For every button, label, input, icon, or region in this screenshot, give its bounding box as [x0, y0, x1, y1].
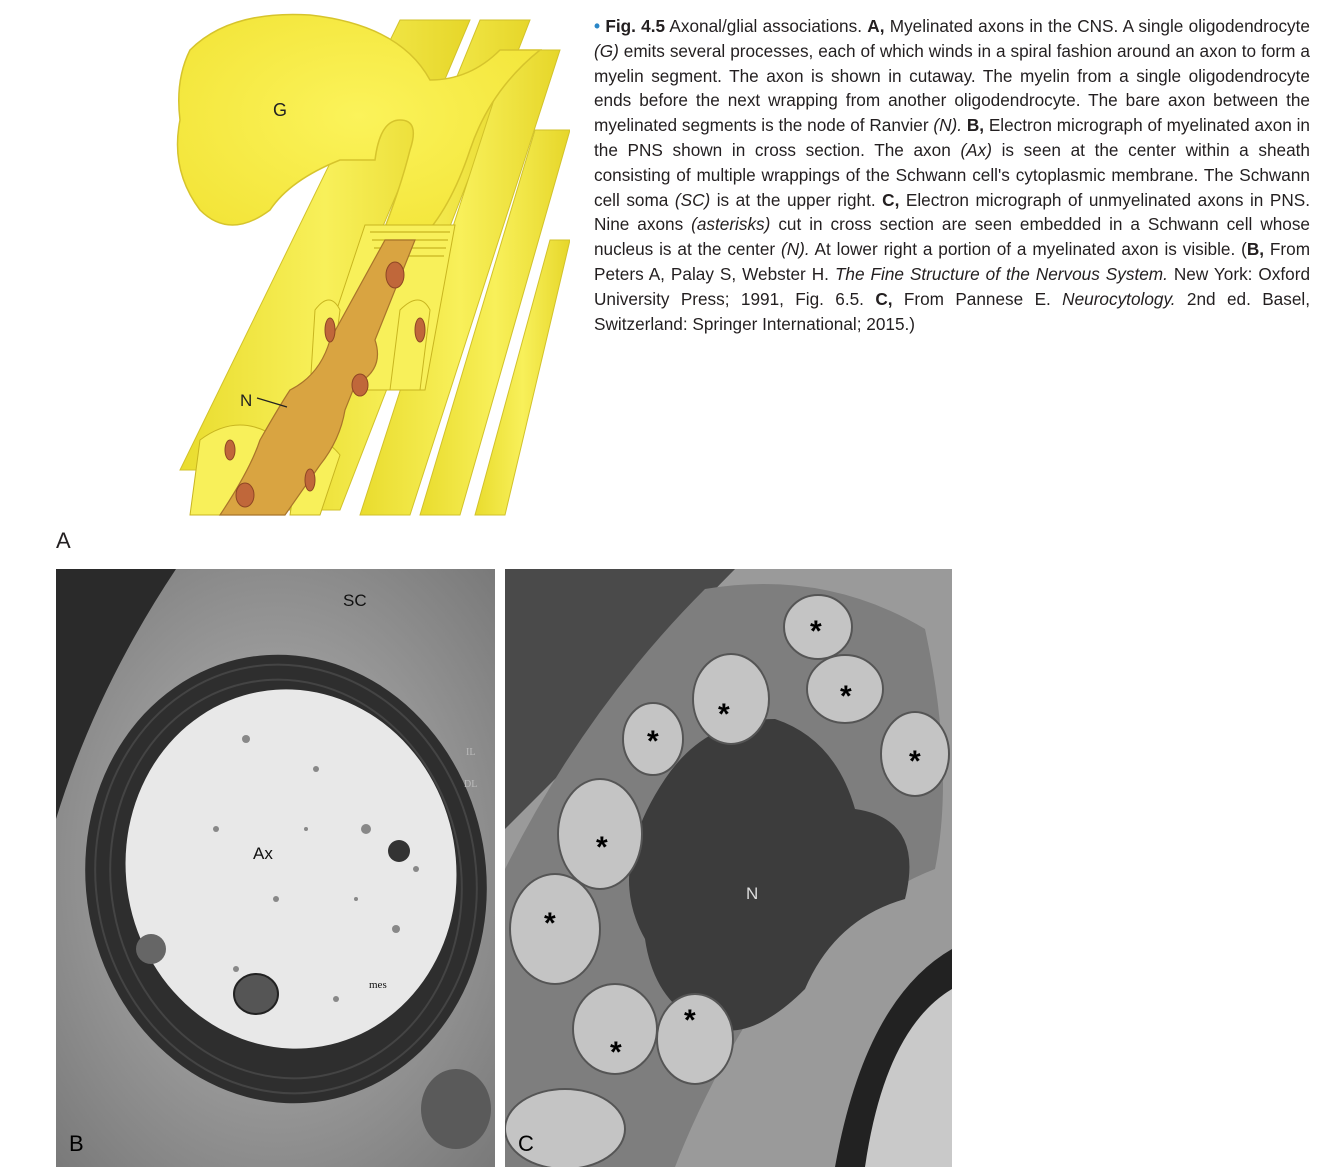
caption-segment: Axonal/glial associations. — [665, 16, 868, 36]
caption-segment: cut in cross section are seen embedded in a Schwann cell whose nucleus is at the center — [594, 214, 1310, 260]
oligodendrocyte-diagram — [170, 10, 570, 520]
caption-segment: A, — [867, 16, 885, 36]
caption-segment: The Fine Structure of the Nervous System. — [834, 263, 1168, 284]
asterisk-7: * — [544, 907, 556, 940]
caption-segment: B, — [1246, 239, 1265, 260]
caption-segment: (G) — [594, 40, 619, 61]
caption-segment: New York: Oxford University Press; 1991, Fig. 6.5. — [594, 263, 1311, 309]
caption-figure-number: Fig. 4.5 — [605, 16, 666, 36]
caption-bullet: • — [594, 16, 601, 36]
panel-a-label: A — [56, 528, 71, 553]
caption-segment: (N). — [780, 239, 810, 260]
caption-segment: (asterisks) — [691, 214, 771, 235]
caption-segment: Myelinated axons in the CNS. A single oligodendrocyte — [884, 16, 1310, 36]
caption-segment: (Ax) — [960, 139, 992, 160]
caption-segment: emits several processes, each of which winds in a spiral fashion around an axon to form a myelin segment. The axon is shown in cutaway. The myelin from a single oligodendrocyte ends before the next wrapping from another oligodendrocyte. The bare axon between the myelinated segments is the node of Ranvier — [594, 40, 1310, 136]
caption-segment: is seen at the center within a sheath consisting of multiple wrappings of the Schwann cell's cytoplasmic membrane. The Schwann cell soma — [594, 139, 1310, 210]
caption-segment: Electron micrograph of myelinated axon in the PNS shown in cross section. The axon — [594, 115, 1310, 160]
asterisk-1: * — [810, 615, 822, 648]
figure-caption — [594, 14, 1310, 336]
unmyelinated-axons-micrograph — [505, 569, 952, 1167]
label-n-nucleus: N — [746, 884, 759, 903]
label-g: G — [273, 100, 288, 120]
panel-a-illustration — [170, 10, 570, 520]
asterisk-2: * — [840, 680, 852, 713]
caption-segment: From Pannese E. — [892, 288, 1063, 309]
panel-b-label: B — [69, 1131, 84, 1156]
label-il: IL — [466, 747, 476, 758]
caption-segment: 2nd ed. Basel, Switzerland: Springer International; 2015.) — [594, 288, 1310, 334]
panel-b-micrograph — [56, 569, 495, 1167]
caption-segment: is at the upper right. — [710, 189, 883, 210]
caption-segment: (SC) — [674, 189, 711, 210]
asterisk-3: * — [909, 745, 921, 778]
asterisk-8: * — [684, 1004, 696, 1037]
caption-segment: Neurocytology. — [1062, 288, 1176, 309]
caption-segment: B, — [966, 115, 985, 136]
label-mes: mes — [369, 979, 387, 991]
panel-c-label: C — [518, 1131, 534, 1156]
label-n: N — [240, 391, 253, 410]
myelinated-axon-micrograph — [56, 569, 495, 1167]
label-ax: Ax — [253, 844, 273, 863]
asterisk-4: * — [718, 698, 730, 731]
asterisk-6: * — [596, 831, 608, 864]
mitochondrion — [234, 974, 278, 1014]
label-dl: DL — [464, 779, 478, 790]
caption-segment: Electron micrograph of unmyelinated axons in PNS. Nine axons — [594, 189, 1310, 235]
panel-c-micrograph — [505, 569, 952, 1167]
caption-segment: C, — [882, 189, 900, 210]
caption-segment: C, — [875, 288, 893, 309]
asterisk-9: * — [610, 1036, 622, 1069]
asterisk-5: * — [647, 725, 659, 758]
caption-segment: (N). — [933, 115, 963, 136]
caption-segment: At lower right a portion of a myelinated axon is visible. ( — [809, 239, 1247, 260]
label-sc: SC — [343, 591, 367, 610]
caption-segment: From Peters A, Palay S, Webster H. — [594, 239, 1311, 284]
caption-body — [594, 16, 1310, 334]
